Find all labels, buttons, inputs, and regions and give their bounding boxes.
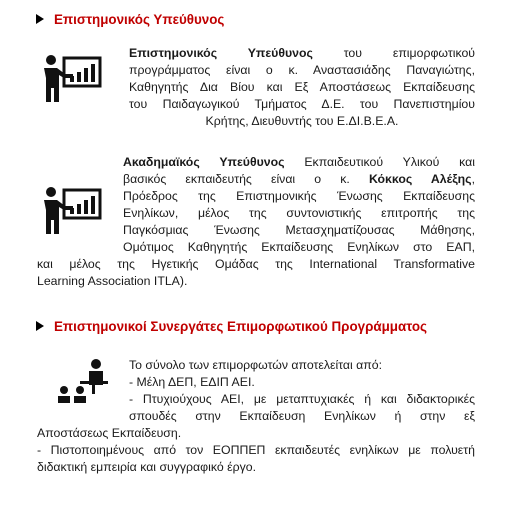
text-line: προγράμματος είναι ο κ. Αναστασιάδης Παναγιώτης, bbox=[129, 63, 475, 77]
text-line: Κρήτης, Διευθυντής του Ε.ΔΙ.Β.Ε.Α. bbox=[205, 114, 399, 128]
text-line: Ομότιμος Καθηγητής Εκπαίδευσης Ενηλίκων στο ΕΑΠ, bbox=[123, 240, 475, 254]
text-line: και μέλος της Ηγετικής Ομάδας της International Transformative bbox=[37, 257, 475, 271]
text-line: Επιστημονικός Υπεύθυνος του επιμορφωτικού bbox=[129, 46, 476, 60]
text-line: βασικός εκπαιδευτής είναι ο κ. Κόκκος Αλέξης, bbox=[123, 172, 475, 186]
text-line: Αποστάσεως Εκπαίδευση. bbox=[37, 426, 182, 440]
text-line: - Πιστοποιημένους από τον ΕΟΠΠΕΠ εκπαιδευτές ενηλίκων με πολυετή bbox=[37, 443, 475, 457]
text-line: Καθηγητής Δια Βίου και Εξ Αποστάσεως Εκπαίδευσης bbox=[129, 80, 475, 94]
text-line: Ενηλίκων, μέλος της συντονιστικής επιτροπής της bbox=[123, 206, 475, 220]
academic-supervisor-paragraph bbox=[123, 154, 475, 256]
section-heading-scientific-collaborators: Επιστημονικοί Συνεργάτες Επιμορφωτικού Προγράμματος bbox=[36, 318, 427, 336]
text-line: - Πτυχιούχους ΑΕΙ, με μεταπτυχιακές ή και διδακτορικές bbox=[129, 392, 475, 406]
text-line: σπουδές στην Εκπαίδευση Ενηλίκων ή στην εξ bbox=[129, 409, 475, 423]
text-line: Παγκόσμιας Ένωσης Μετασχηματίζουσας Μάθησης, bbox=[123, 223, 475, 237]
arrow-bullet-icon bbox=[36, 321, 44, 331]
presenter-chart-icon bbox=[40, 52, 102, 102]
scientific-supervisor-paragraph bbox=[129, 45, 475, 130]
academic-supervisor-paragraph-continued bbox=[37, 256, 475, 290]
text-line: - Μέλη ΔΕΠ, ΕΔΙΠ ΑΕΙ. bbox=[129, 375, 255, 389]
text-line: Το σύνολο των επιμορφωτών αποτελείται από: bbox=[129, 358, 382, 372]
text-line: Learning Association ITLA). bbox=[37, 274, 188, 288]
presenter-chart-icon bbox=[40, 184, 102, 234]
text-line: διδακτική εμπειρία και συγγραφικό έργο. bbox=[37, 460, 257, 474]
text-line: Ακαδημαϊκός Υπεύθυνος Εκπαιδευτικού Υλικού και bbox=[123, 155, 475, 169]
arrow-bullet-icon bbox=[36, 14, 44, 24]
text-line: Πρόεδρος της Επιστημονικής Ένωσης Εκπαίδευσης bbox=[123, 189, 475, 203]
section-heading-scientific-supervisor: Επιστημονικός Υπεύθυνος bbox=[36, 11, 224, 29]
collaborators-paragraph bbox=[129, 357, 475, 425]
text-line: του Παιδαγωγικού Τμήματος Δ.Ε. του Πανεπιστημίου bbox=[129, 97, 475, 111]
collaborators-paragraph-continued bbox=[37, 425, 475, 476]
teacher-classroom-icon bbox=[56, 357, 110, 405]
